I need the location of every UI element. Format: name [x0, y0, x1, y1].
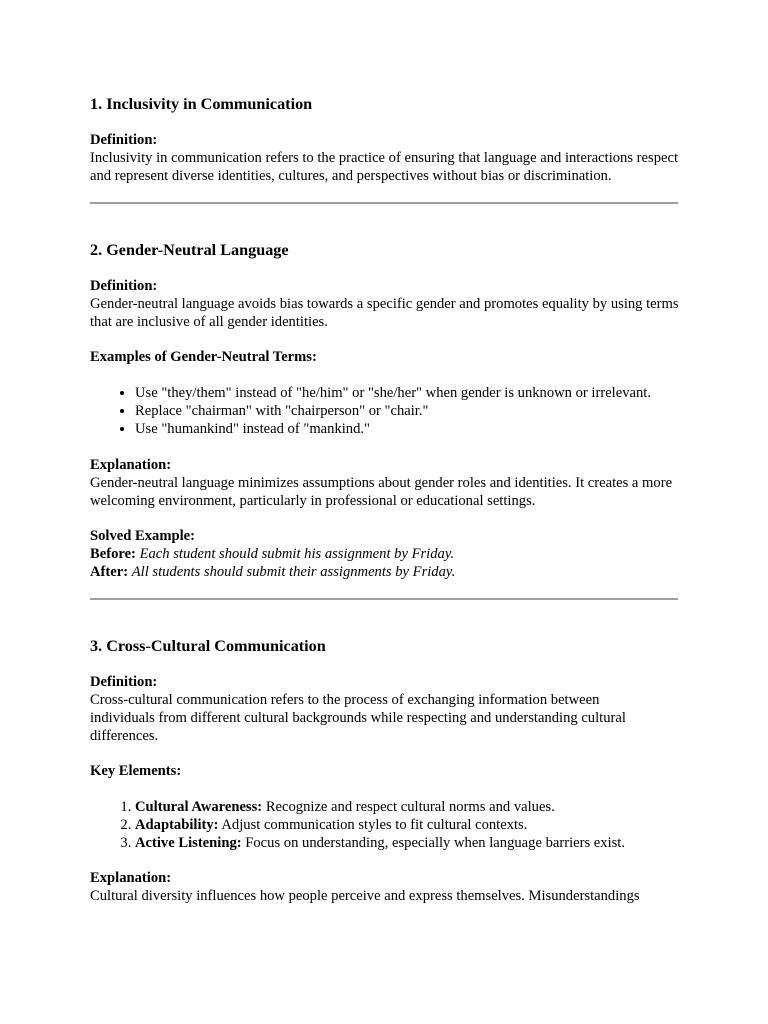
section-heading: 2. Gender-Neutral Language: [90, 241, 289, 259]
list-item: • Replace "chairman" with "chairperson" or "chair.": [135, 402, 735, 420]
after-line: [90, 563, 690, 581]
solved-example-label: Solved Example:: [90, 528, 195, 544]
list-item: • Use "humankind" instead of "mankind.": [135, 420, 735, 438]
definition-text: Cross-cultural communication refers to the process of exchanging information between individuals from different cultural backgrounds while respecting and understanding cultural differences.: [90, 692, 626, 744]
definition-block: [90, 131, 690, 185]
after-label: After:: [90, 564, 129, 580]
explanation-label: Explanation:: [90, 457, 172, 473]
before-line: [90, 545, 690, 563]
section-divider: [90, 202, 678, 204]
definition-block: [90, 277, 680, 331]
definition-label: Definition:: [90, 674, 158, 690]
after-text: All students should submit their assignments by Friday.: [131, 564, 456, 580]
explanation-text: Cultural diversity influences how people perceive and express themselves. Misunderstandings: [90, 888, 640, 904]
section-heading: 1. Inclusivity in Communication: [90, 95, 313, 113]
key-text: Recognize and respect cultural norms and values.: [265, 799, 555, 815]
definition-text: Gender-neutral language avoids bias towards a specific gender and promotes equality by using terms that are inclusive of all gender identities.: [90, 296, 679, 330]
key-term: Adaptability:: [135, 817, 219, 833]
examples-label: Examples of Gender-Neutral Terms:: [90, 349, 317, 365]
key-text: Focus on understanding, especially when language barriers exist.: [245, 835, 626, 851]
list-item: [135, 834, 735, 852]
key-term: Cultural Awareness:: [135, 799, 263, 815]
key-elements-list: [90, 798, 735, 852]
section-divider: [90, 598, 678, 600]
key-elements-label: Key Elements:: [90, 763, 182, 779]
examples-list: [90, 384, 735, 438]
before-text: Each student should submit his assignment by Friday.: [139, 546, 455, 562]
explanation-block: [90, 456, 680, 510]
list-item: [135, 798, 735, 816]
definition-text: Inclusivity in communication refers to the practice of ensuring that language and interactions respect and represent diverse identities, cultures, and perspectives without bias or discrimination.: [90, 150, 679, 184]
explanation-label: Explanation:: [90, 870, 172, 886]
explanation-block: [90, 869, 690, 905]
list-item: [135, 816, 735, 834]
key-text: Adjust communication styles to fit cultural contexts.: [221, 817, 528, 833]
section-heading: 3. Cross-Cultural Communication: [90, 637, 326, 655]
explanation-text: Gender-neutral language minimizes assumptions about gender roles and identities. It creates a more welcoming environment, particularly in professional or educational settings.: [90, 475, 673, 509]
key-term: Active Listening:: [135, 835, 242, 851]
solved-example-block: [90, 527, 690, 581]
definition-block: [90, 673, 665, 745]
before-label: Before:: [90, 546, 136, 562]
definition-label: Definition:: [90, 278, 158, 294]
list-item: • Use "they/them" instead of "he/him" or "she/her" when gender is unknown or irrelevant.: [135, 384, 735, 402]
definition-label: Definition:: [90, 132, 158, 148]
